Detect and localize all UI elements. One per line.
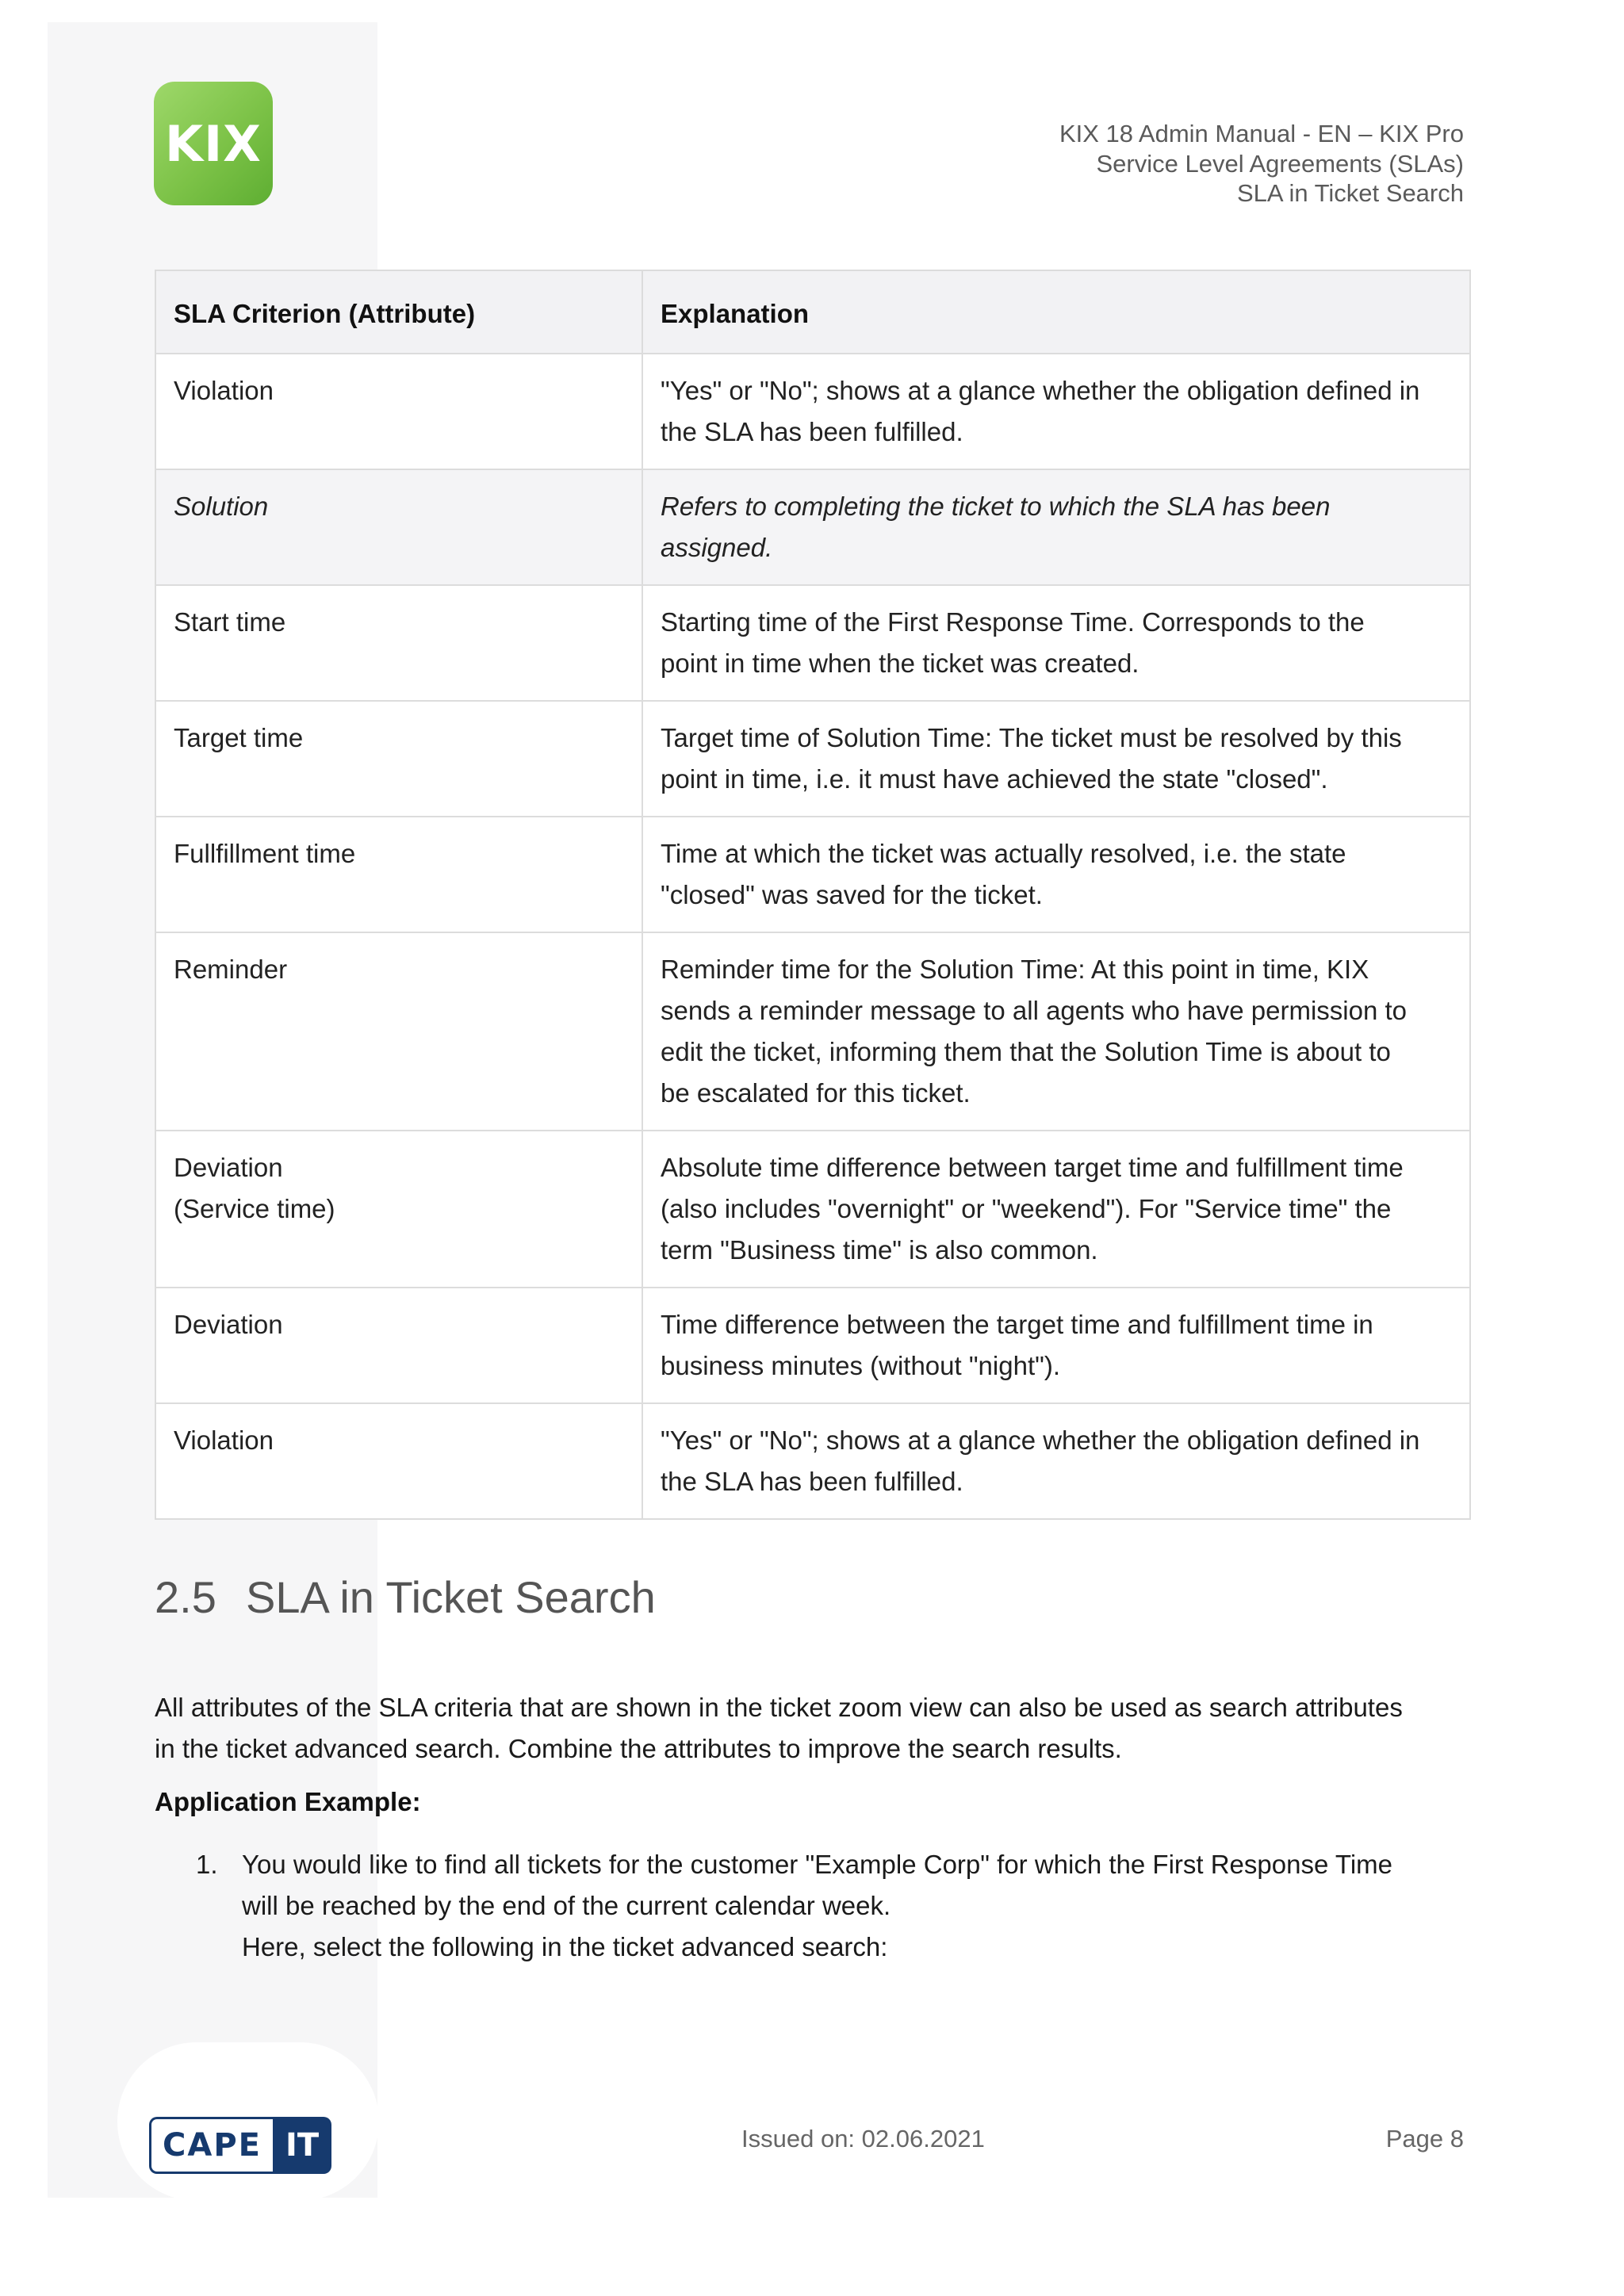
criterion-cell: [155, 1131, 642, 1288]
explanation-text: "Yes" or "No"; shows at a glance whether the obligation defined in: [661, 376, 1420, 405]
criterion-text: Reminder: [174, 955, 288, 984]
criterion-text: Solution: [174, 492, 269, 521]
criterion-text: (Service time): [174, 1194, 335, 1223]
criterion-text: Violation: [174, 376, 274, 405]
explanation-text: the SLA has been fulfilled.: [661, 417, 963, 446]
explanation-text: Reminder time for the Solution Time: At this point in time, KIX: [661, 955, 1369, 984]
list-item-line: will be reached by the end of the current calendar week.: [242, 1891, 891, 1920]
list-item-line: Here, select the following in the ticket advanced search:: [242, 1932, 888, 1961]
explanation-text: the SLA has been fulfilled.: [661, 1467, 963, 1496]
explanation-text: point in time when the ticket was created.: [661, 649, 1139, 678]
table-row: [155, 354, 1470, 469]
criterion-cell: [155, 1288, 642, 1403]
explanation-cell: [642, 469, 1470, 585]
criterion-text: Deviation: [174, 1153, 283, 1182]
table-row: [155, 469, 1470, 585]
explanation-text: assigned.: [661, 533, 773, 562]
issued-date: Issued on: 02.06.2021: [741, 2125, 985, 2152]
criterion-cell: [155, 354, 642, 469]
column-header-explanation: Explanation: [642, 270, 1470, 354]
explanation-text: Time at which the ticket was actually resolved, i.e. the state: [661, 839, 1346, 868]
explanation-text: Starting time of the First Response Time. Corresponds to the: [661, 607, 1365, 637]
section-title: SLA in Ticket Search: [246, 1572, 656, 1622]
criterion-cell: [155, 817, 642, 932]
paragraph-line: in the ticket advanced search. Combine the attributes to improve the search results.: [155, 1734, 1122, 1763]
header-section: SLA in Ticket Search: [1236, 179, 1464, 207]
criterion-text: Deviation: [174, 1310, 283, 1339]
sla-criteria-table: [155, 270, 1471, 1520]
explanation-text: term "Business time" is also common.: [661, 1235, 1098, 1265]
list-item-line: You would like to find all tickets for the customer "Example Corp" for which the First Response Time: [242, 1850, 1393, 1879]
application-example-label: Application Example:: [155, 1787, 421, 1816]
explanation-text: "Yes" or "No"; shows at a glance whether the obligation defined in: [661, 1425, 1420, 1455]
running-header: [1059, 119, 1464, 209]
criterion-cell: [155, 701, 642, 817]
explanation-text: "closed" was saved for the ticket.: [661, 880, 1043, 909]
explanation-cell: [642, 1403, 1470, 1519]
table-header-row: [155, 270, 1470, 354]
explanation-cell: [642, 585, 1470, 701]
table-row: [155, 585, 1470, 701]
page-number: Page 8: [1385, 2125, 1464, 2152]
criterion-text: Target time: [174, 723, 304, 752]
kix-logo-text: KIX: [165, 114, 262, 173]
table-row: [155, 701, 1470, 817]
explanation-cell: [642, 1288, 1470, 1403]
paragraph-line: All attributes of the SLA criteria that are shown in the ticket zoom view can also be used as search attributes: [155, 1693, 1403, 1722]
explanation-text: business minutes (without "night").: [661, 1351, 1060, 1380]
table-row: [155, 1403, 1470, 1519]
criterion-cell: [155, 932, 642, 1131]
explanation-text: edit the ticket, informing them that the Solution Time is about to: [661, 1037, 1391, 1066]
explanation-cell: [642, 701, 1470, 817]
kix-logo: [154, 82, 273, 205]
explanation-text: Absolute time difference between target time and fulfillment time: [661, 1153, 1404, 1182]
criterion-text: Start time: [174, 607, 286, 637]
header-manual-title: KIX 18 Admin Manual - EN – KIX Pro: [1059, 120, 1464, 147]
table-row: [155, 817, 1470, 932]
column-header-criterion: SLA Criterion (Attribute): [155, 270, 642, 354]
criterion-cell: [155, 469, 642, 585]
explanation-cell: [642, 1131, 1470, 1288]
list-marker: 1.: [196, 1850, 218, 1879]
criterion-cell: [155, 585, 642, 701]
section-paragraph: [155, 1687, 1487, 1770]
table-row: [155, 932, 1470, 1131]
explanation-text: Target time of Solution Time: The ticket must be resolved by this: [661, 723, 1402, 752]
table-row: [155, 1288, 1470, 1403]
explanation-text: Refers to completing the ticket to which the SLA has been: [661, 492, 1331, 521]
table-row: [155, 1131, 1470, 1288]
criterion-cell: [155, 1403, 642, 1519]
section-number: 2.5: [155, 1572, 216, 1622]
explanation-text: be escalated for this ticket.: [661, 1078, 971, 1108]
explanation-cell: [642, 817, 1470, 932]
explanation-text: point in time, i.e. it must have achieved the state "closed".: [661, 764, 1328, 794]
criterion-text: Fullfillment time: [174, 839, 356, 868]
section-heading: [155, 1571, 656, 1623]
criterion-text: Violation: [174, 1425, 274, 1455]
explanation-text: (also includes "overnight" or "weekend"). For "Service time" the: [661, 1194, 1392, 1223]
cape-it-logo: [149, 2117, 331, 2174]
header-chapter: Service Level Agreements (SLAs): [1096, 149, 1464, 178]
it-logo-text: IT: [273, 2117, 331, 2174]
list-item-content: [242, 1844, 1392, 1968]
explanation-cell: [642, 354, 1470, 469]
explanation-text: Time difference between the target time and fulfillment time in: [661, 1310, 1373, 1339]
explanation-cell: [642, 932, 1470, 1131]
explanation-text: sends a reminder message to all agents who have permission to: [661, 996, 1407, 1025]
cape-logo-text: CAPE: [149, 2117, 273, 2174]
